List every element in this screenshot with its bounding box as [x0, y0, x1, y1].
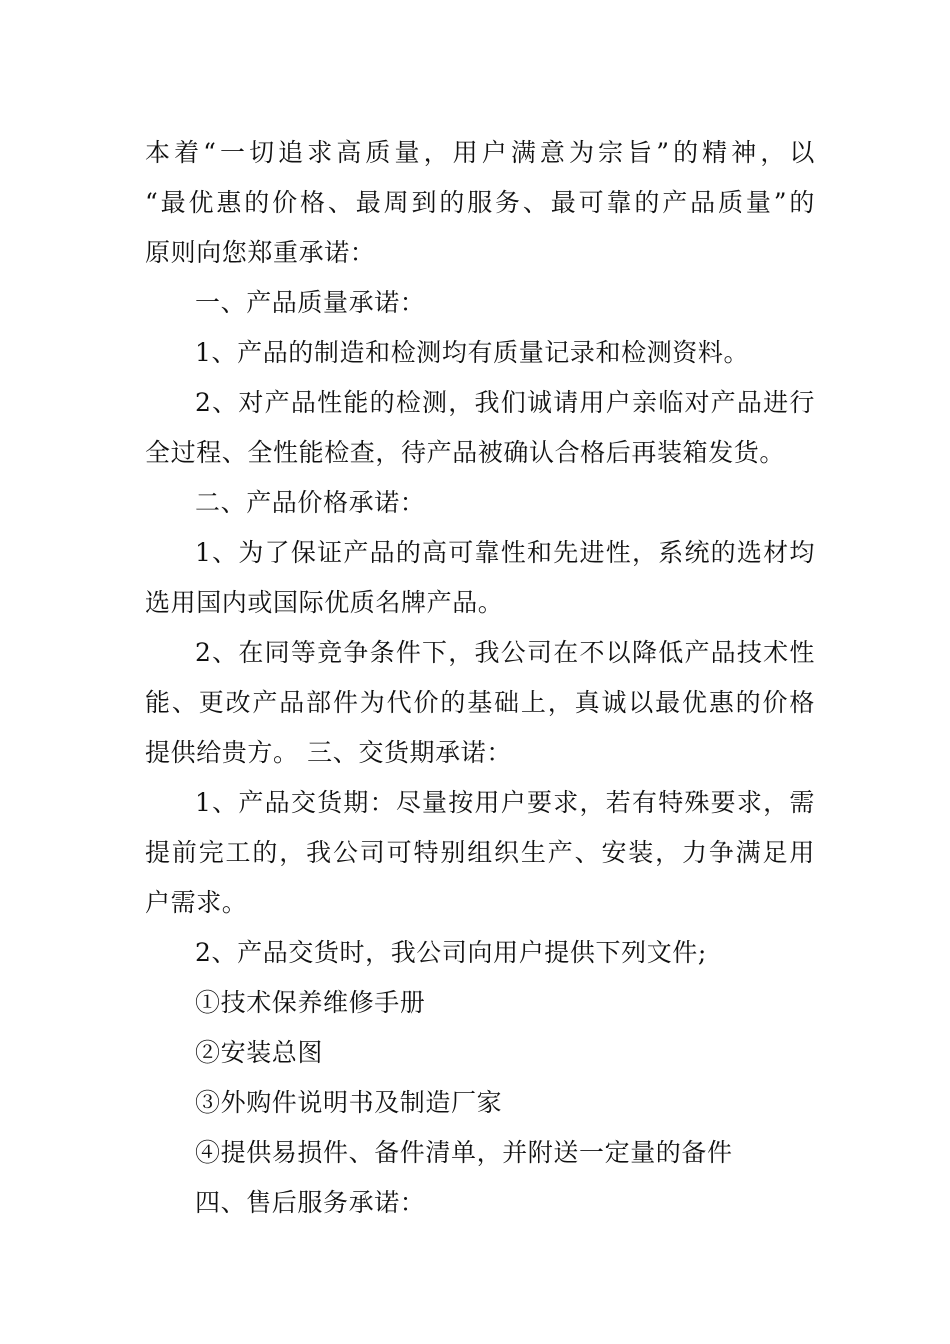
paragraph-line: 提前完工的，我公司可特别组织生产、安装，力争满足用 [145, 838, 815, 867]
list-item: 2、在同等竞争条件下，我公司在不以降低产品技术性 [195, 638, 815, 667]
paragraph-line: 户需求。 [145, 888, 248, 917]
paragraph-line: “最优惠的价格、最周到的服务、最可靠的产品质量”的 [145, 188, 815, 217]
list-item: 2、对产品性能的检测，我们诚请用户亲临对产品进行 [195, 388, 815, 417]
paragraph-line: 全过程、全性能检查，待产品被确认合格后再装箱发货。 [145, 438, 786, 467]
paragraph-line: 提供给贵方。 三、交货期承诺： [145, 738, 512, 767]
paragraph-line: 本着“一切追求高质量，用户满意为宗旨”的精神，以 [145, 138, 815, 167]
list-item: 1、产品的制造和检测均有质量记录和检测资料。 [195, 338, 750, 367]
list-item: ③外购件说明书及制造厂家 [195, 1088, 503, 1117]
list-item: 1、产品交货期：尽量按用户要求，若有特殊要求，需 [195, 788, 815, 817]
list-item: 2、产品交货时，我公司向用户提供下列文件; [195, 938, 707, 967]
list-item: 1、为了保证产品的高可靠性和先进性，系统的选材均 [195, 538, 815, 567]
list-item: ①技术保养维修手册 [195, 988, 426, 1017]
list-item: ④提供易损件、备件清单，并附送一定量的备件 [195, 1138, 733, 1167]
section-heading: 四、售后服务承诺： [195, 1188, 426, 1217]
section-heading: 一、产品质量承诺： [195, 288, 426, 317]
section-heading: 二、产品价格承诺： [195, 488, 426, 517]
paragraph-line: 原则向您郑重承诺： [145, 238, 376, 267]
list-item: ②安装总图 [195, 1038, 324, 1067]
paragraph-line: 选用国内或国际优质名牌产品。 [145, 588, 504, 617]
paragraph-line: 能、更改产品部件为代价的基础上，真诚以最优惠的价格 [145, 688, 815, 717]
